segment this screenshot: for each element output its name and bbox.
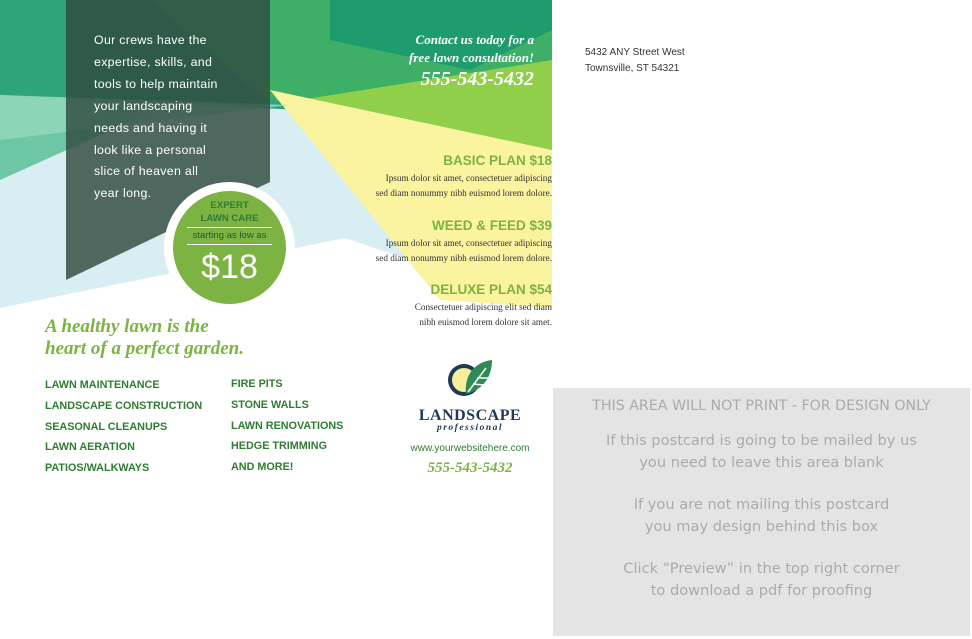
- services-column-2: [231, 374, 343, 478]
- service-item: LAWN RENOVATIONS: [231, 419, 344, 432]
- tagline-line: A healthy lawn is the: [45, 316, 209, 337]
- badge-title: [173, 200, 286, 225]
- badge-title-line: LAWN CARE: [200, 212, 259, 224]
- service-item: LAWN MAINTENANCE: [45, 379, 160, 391]
- company-phone: 555-543-5432: [427, 460, 513, 476]
- company-name: LANDSCAPE: [418, 407, 522, 424]
- contact-phone: 555-543-5432: [420, 68, 534, 90]
- tagline-line: heart of a perfect garden.: [45, 338, 244, 359]
- badge-divider: [187, 227, 272, 228]
- plan-basic: [292, 153, 552, 200]
- intro-line: year long.: [94, 186, 152, 201]
- service-item: FIRE PITS: [231, 378, 283, 390]
- intro-text: [94, 30, 244, 205]
- badge-title-line: EXPERT: [210, 200, 249, 211]
- mailing-address: [585, 45, 685, 76]
- no-print-line: If you are not mailing this postcard: [633, 496, 890, 513]
- no-print-line: Click “Preview” in the top right corner: [623, 560, 900, 577]
- service-item: AND MORE!: [231, 461, 294, 474]
- badge-price: $18: [201, 248, 258, 286]
- plan-title: WEED & FEED $39: [431, 218, 552, 233]
- service-item: STONE WALLS: [231, 398, 309, 411]
- plan-description: Ipsum dolor sit amet, consectetuer adipiscing: [385, 173, 552, 183]
- intro-line: slice of heaven all: [94, 164, 199, 179]
- service-item: PATIOS/WALKWAYS: [45, 462, 150, 475]
- plan-title: DELUXE PLAN $54: [430, 282, 552, 297]
- intro-line: expertise, skills, and: [94, 54, 213, 69]
- tagline: [45, 316, 244, 360]
- plan-description: sed diam nonummy nibh euismod lorem dolore.: [375, 187, 552, 198]
- no-print-line: to download a pdf for proofing: [650, 582, 873, 599]
- badge-divider: [187, 244, 272, 245]
- contact-line: Contact us today for a: [415, 32, 534, 47]
- badge-subtitle: starting as low as: [192, 230, 267, 241]
- no-print-area: [553, 388, 970, 636]
- address-line: Townsville, ST 54321: [585, 62, 680, 74]
- intro-line: needs and having it: [94, 120, 208, 135]
- intro-line: tools to help maintain: [94, 76, 218, 91]
- leaf-logo-icon: [444, 356, 496, 400]
- service-item: SEASONAL CLEANUPS: [45, 420, 168, 433]
- plan-weed-feed: [292, 218, 552, 265]
- intro-line: your landscaping: [94, 98, 193, 113]
- no-print-heading: THIS AREA WILL NOT PRINT - FOR DESIGN ONLY: [592, 398, 931, 414]
- no-print-paragraph: [553, 558, 970, 602]
- intro-line: Our crews have the: [94, 33, 207, 47]
- plan-description: sed diam nonummy nibh euismod lorem dolore.: [375, 252, 552, 263]
- price-badge: [164, 182, 295, 313]
- address-line: 5432 ANY Street West: [585, 47, 685, 58]
- plan-deluxe: [292, 282, 552, 329]
- price-badge-circle: [173, 191, 286, 304]
- contact-callout: [409, 31, 534, 91]
- service-item: HEDGE TRIMMING: [231, 440, 327, 453]
- no-print-line: If this postcard is going to be mailed by us: [606, 432, 917, 449]
- contact-line: free lawn consultation!: [409, 50, 534, 65]
- no-print-line: you may design behind this box: [644, 518, 879, 535]
- no-print-paragraph: [553, 430, 970, 474]
- service-item: LANDSCAPE CONSTRUCTION: [45, 399, 203, 412]
- services-column-1: [45, 375, 202, 479]
- no-print-line: you need to leave this area blank: [639, 454, 884, 471]
- intro-line: look like a personal: [94, 142, 207, 157]
- no-print-paragraph: [553, 494, 970, 538]
- plan-description: Ipsum dolor sit amet, consectetuer adipiscing: [385, 238, 552, 248]
- plan-description: nibh euismod lorem dolore sit amet.: [419, 316, 552, 327]
- website-link[interactable]: www.yourwebsitehere.com: [410, 443, 530, 454]
- company-tagline: professional: [436, 423, 504, 433]
- plan-description: Consectetuer adipiscing elit sed diam: [414, 302, 552, 312]
- company-logo-block: [400, 356, 540, 477]
- service-item: LAWN AERATION: [45, 441, 135, 454]
- plan-title: BASIC PLAN $18: [443, 153, 552, 168]
